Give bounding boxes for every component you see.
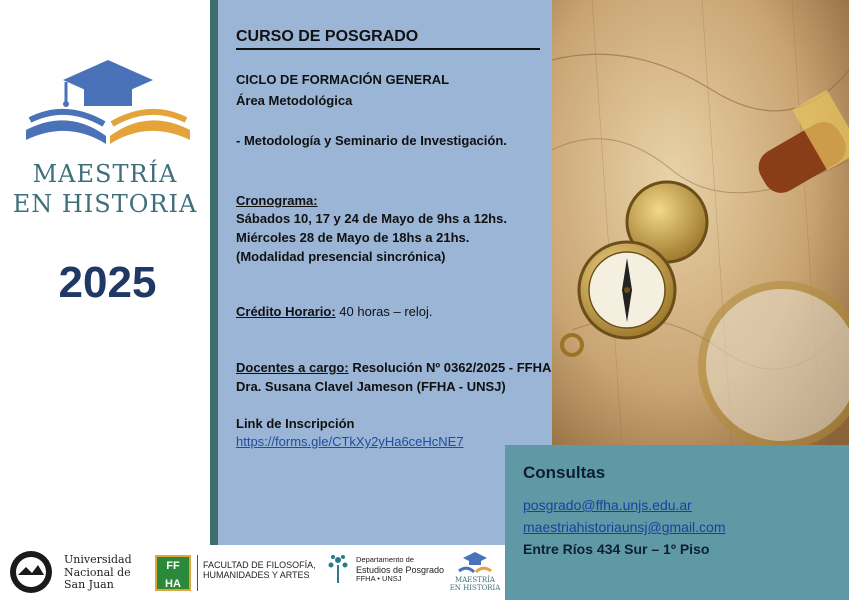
graduation-cap-book-logo-icon (18, 58, 198, 153)
ffha-divider (197, 555, 198, 591)
unsj-name-line: San Juan (64, 578, 114, 592)
divider-bar (210, 0, 218, 545)
teachers-resolution: Resolución Nº 0362/2025 - FFHA (348, 360, 552, 375)
cycle-title: CICLO DE FORMACIÓN GENERAL (236, 72, 450, 87)
contact-address: Entre Ríos 434 Sur – 1º Piso (523, 541, 710, 557)
credit-value: 40 horas – reloj. (335, 304, 433, 319)
ffha-mark-text: FF HA (165, 560, 181, 590)
subject-title: - Metodología y Seminario de Investigación. (236, 133, 507, 148)
maestria-small-line: MAESTRÍA (455, 576, 495, 584)
maestria-small-line: EN HISTORIA (449, 584, 501, 593)
compass-hourglass-image (552, 0, 849, 445)
unsj-name-line: Universidad (64, 553, 132, 566)
maestria-small-logo (446, 545, 504, 600)
contact-panel (505, 445, 849, 600)
area-title: Área Metodológica (236, 93, 353, 108)
schedule-line: Sábados 10, 17 y 24 de Mayo de 9hs a 12hs. (236, 211, 507, 226)
contact-title: Consultas (523, 463, 606, 482)
year-label: 2025 (58, 258, 157, 307)
logo-title-line1: MAESTRÍA (32, 160, 178, 188)
unsj-seal-icon (8, 549, 54, 595)
logo-title-line2: EN HISTORIA (12, 190, 198, 218)
unsj-logo (8, 545, 148, 600)
posgrado-name-line: Departamento de (356, 555, 414, 564)
footer-logos (0, 545, 505, 600)
posgrado-name-line: FFHA • UNSJ (356, 573, 402, 583)
header-rule (236, 48, 540, 50)
schedule-line: (Modalidad presencial sincrónica) (236, 249, 446, 264)
credit-label: Crédito Horario: (236, 304, 336, 319)
course-header: CURSO DE POSGRADO (236, 28, 419, 45)
ffha-name-line: FACULTAD DE FILOSOFÍA, (203, 560, 316, 570)
left-panel (0, 0, 210, 545)
ffha-mark-icon (155, 555, 191, 591)
graduation-cap-small-icon (457, 551, 493, 575)
credit-hours (236, 304, 433, 319)
teacher-name: Dra. Susana Clavel Jameson (FFHA - UNSJ) (236, 379, 506, 394)
email-posgrado-link[interactable]: posgrado@ffha.unjs.edu.ar (523, 497, 692, 513)
teachers (236, 360, 551, 375)
schedule-line: Miércoles 28 de Mayo de 18hs a 21hs. (236, 230, 470, 245)
signup-label: Link de Inscripción (236, 416, 355, 431)
tree-icon (326, 553, 350, 583)
posgrado-name-line: Estudios de Posgrado (356, 564, 445, 575)
ffha-logo (155, 545, 315, 600)
teachers-label: Docentes a cargo: (236, 360, 349, 375)
ffha-name-line: HUMANIDADES Y ARTES (203, 570, 310, 581)
posgrado-logo (326, 545, 446, 600)
course-info-panel-lower (218, 445, 505, 545)
unsj-name-line: Nacional de (64, 565, 131, 579)
signup-link[interactable]: https://forms.gle/CTkXy2yHa6ceHcNE7 (236, 434, 464, 449)
email-maestria-link[interactable]: maestriahistoriaunsj@gmail.com (523, 519, 726, 535)
schedule-label: Cronograma: (236, 193, 318, 208)
compass-map-photo (552, 0, 849, 445)
